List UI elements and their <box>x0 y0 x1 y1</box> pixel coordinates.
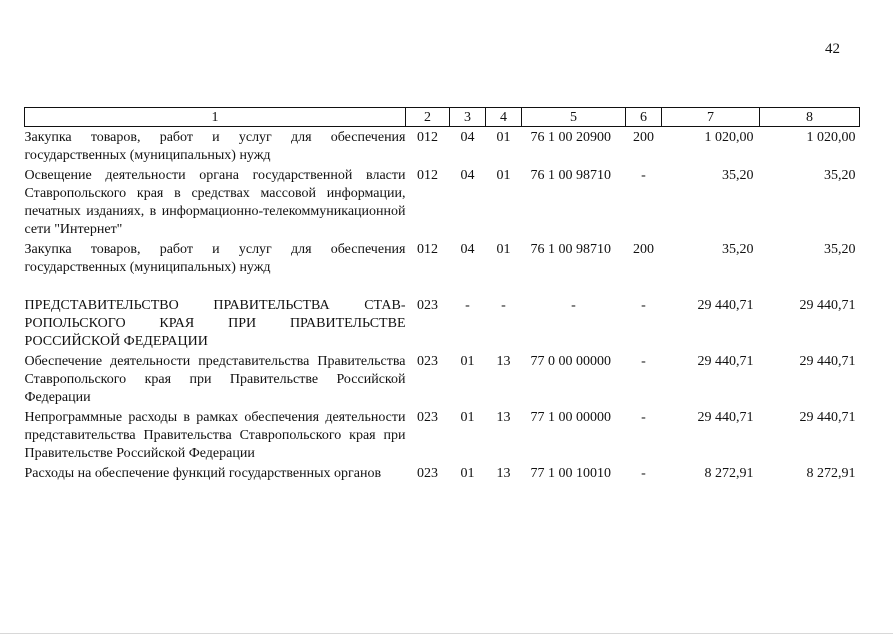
cell-amount-2: 1 020,00 <box>806 130 856 145</box>
cell-subsection: 01 <box>496 168 511 183</box>
cell-section: - <box>465 298 470 313</box>
cell-target-code: 76 1 00 20900 <box>530 130 611 145</box>
cell-amount-1: 8 272,91 <box>704 466 754 481</box>
cell-expense-type: 200 <box>633 130 654 145</box>
cell-target-code: 76 1 00 98710 <box>530 168 611 183</box>
cell-expense-type: 200 <box>633 242 654 257</box>
cell-subsection: 01 <box>496 130 511 145</box>
column-header: 1 <box>25 108 406 127</box>
cell-section: 01 <box>460 354 475 369</box>
cell-expense-type: - <box>641 168 646 183</box>
cell-expense-type: - <box>641 354 646 369</box>
cell-subsection: 13 <box>496 466 511 481</box>
row-name: Непрограммные расходы в рамках обеспечения деятельности представительства Правительства Ставропольского края при Правительстве Российской Федерации <box>24 410 406 461</box>
column-header: 4 <box>486 108 522 127</box>
cell-expense-type: - <box>641 466 646 481</box>
cell-section: 04 <box>460 130 475 145</box>
cell-ministry: 012 <box>417 242 438 257</box>
cell-amount-1: 35,20 <box>722 242 754 257</box>
row-name: Расходы на обеспечение функций государственных органов <box>24 466 382 481</box>
cell-amount-2: 35,20 <box>824 242 856 257</box>
row-name: Закупка товаров, работ и услуг для обеспечения государственных (муниципальных) нужд <box>24 130 406 163</box>
table-row <box>25 165 860 239</box>
column-header: 6 <box>626 108 662 127</box>
table-row <box>25 239 860 277</box>
cell-ministry: 023 <box>417 298 438 313</box>
cell-amount-2: 29 440,71 <box>799 410 856 425</box>
cell-amount-2: 35,20 <box>824 168 856 183</box>
row-name: Закупка товаров, работ и услуг для обеспечения государственных (муниципальных) нужд <box>24 242 406 275</box>
row-name: Обеспечение деятельности представительства Правительства Ставропольского края при Правительстве Российской Федерации <box>24 354 406 405</box>
cell-section: 01 <box>460 466 475 481</box>
cell-target-code: 77 1 00 00000 <box>530 410 611 425</box>
cell-amount-1: 29 440,71 <box>697 354 754 369</box>
table-row <box>25 407 860 463</box>
cell-section: 04 <box>460 242 475 257</box>
cell-target-code: - <box>571 298 576 313</box>
cell-ministry: 023 <box>417 354 438 369</box>
table-row <box>25 277 860 351</box>
cell-subsection: 01 <box>496 242 511 257</box>
cell-amount-1: 29 440,71 <box>697 410 754 425</box>
table-row <box>25 127 860 166</box>
table-header-row <box>25 108 860 127</box>
column-header: 7 <box>662 108 760 127</box>
cell-ministry: 012 <box>417 168 438 183</box>
page-number: 42 <box>825 41 840 57</box>
cell-target-code: 77 1 00 10010 <box>530 466 611 481</box>
budget-table <box>24 107 860 483</box>
cell-target-code: 76 1 00 98710 <box>530 242 611 257</box>
column-header: 3 <box>450 108 486 127</box>
cell-expense-type: - <box>641 298 646 313</box>
row-name: Освещение деятельности органа государственной власти Ставропольского края в средствах массовой информации, печатных изданиях, в информационно-телекоммуникационной сети "Интернет" <box>24 168 406 237</box>
cell-subsection: 13 <box>496 354 511 369</box>
cell-section: 01 <box>460 410 475 425</box>
table-row <box>25 463 860 483</box>
column-header: 2 <box>406 108 450 127</box>
cell-expense-type: - <box>641 410 646 425</box>
cell-amount-1: 29 440,71 <box>697 298 754 313</box>
cell-ministry: 012 <box>417 130 438 145</box>
cell-target-code: 77 0 00 00000 <box>530 354 611 369</box>
row-name: ПРЕДСТАВИТЕЛЬСТВО ПРАВИТЕЛЬСТВА СТАВ-РОПОЛЬСКОГО КРАЯ ПРИ ПРАВИТЕЛЬСТВЕ РОССИЙСКОЙ ФЕДЕРАЦИИ <box>24 298 406 349</box>
cell-amount-2: 8 272,91 <box>806 466 856 481</box>
cell-subsection: 13 <box>496 410 511 425</box>
cell-amount-1: 35,20 <box>722 168 754 183</box>
column-header: 8 <box>760 108 860 127</box>
cell-ministry: 023 <box>417 466 438 481</box>
cell-amount-2: 29 440,71 <box>799 354 856 369</box>
cell-ministry: 023 <box>417 410 438 425</box>
cell-amount-2: 29 440,71 <box>799 298 856 313</box>
cell-section: 04 <box>460 168 475 183</box>
cell-amount-1: 1 020,00 <box>704 130 754 145</box>
table-row <box>25 351 860 407</box>
column-header: 5 <box>522 108 626 127</box>
cell-subsection: - <box>501 298 506 313</box>
scan-edge-line <box>0 633 893 634</box>
